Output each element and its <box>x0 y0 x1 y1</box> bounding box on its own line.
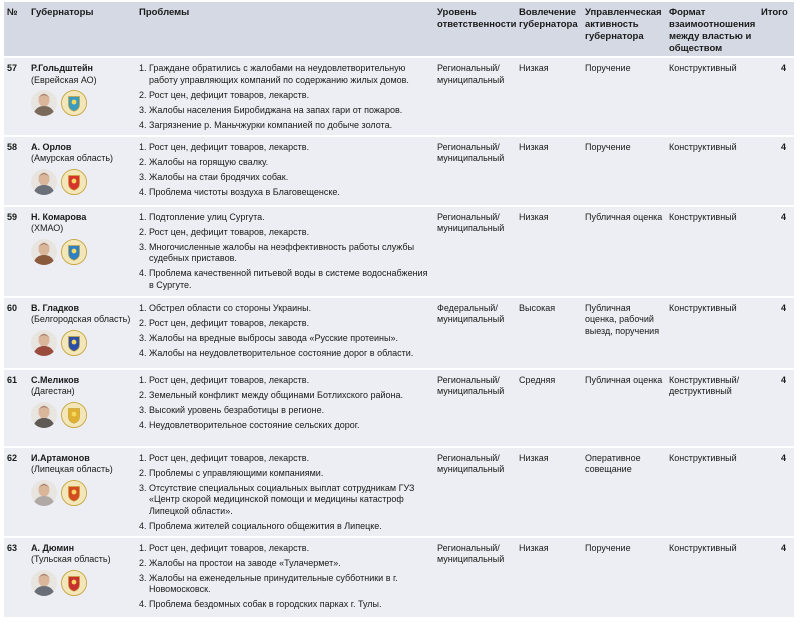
problem-item: 4. Проблема бездомных собак в городских парках г. Тулы. <box>139 599 382 609</box>
governor-activity: Публичная оценка <box>582 369 666 447</box>
governor-cell <box>28 537 136 617</box>
governor-portrait-icon <box>31 90 57 116</box>
problems-cell <box>136 537 434 617</box>
governor-involvement: Низкая <box>516 447 582 537</box>
problems-list <box>139 375 431 432</box>
table-row <box>4 447 794 537</box>
problem-item: 2. Проблемы с управляющими компаниями. <box>139 467 324 478</box>
problem-item: 1. Рост цен, дефицит товаров, лекарств. <box>139 141 310 152</box>
problems-list <box>139 63 431 131</box>
problem-item: 1. Подтопление улиц Сургута. <box>139 211 265 222</box>
row-number: 63 <box>4 537 28 617</box>
problem-item: 1. Рост цен, дефицит товаров, лекарств. <box>139 542 310 553</box>
governors-table <box>4 2 794 617</box>
governor-portrait-icon <box>31 330 57 356</box>
governor-region: (ХМАО) <box>31 223 64 233</box>
relationship-format: Конструктивный <box>666 447 758 537</box>
row-number: 58 <box>4 136 28 206</box>
table-row <box>4 297 794 369</box>
header-involvement: Вовлечение губернатора <box>516 2 582 57</box>
responsibility-level: Федеральный/ муниципальный <box>434 297 516 369</box>
responsibility-level: Региональный/ муниципальный <box>434 369 516 447</box>
governor-images <box>31 330 133 356</box>
table-header <box>4 2 794 57</box>
row-total: 4 <box>758 206 794 297</box>
problems-cell <box>136 57 434 136</box>
governor-portrait-icon <box>31 570 57 596</box>
relationship-format: Конструктивный <box>666 206 758 297</box>
problem-item: 4. Проблема качественной питьевой воды в системе водоснабжения в Сургуте. <box>139 268 428 290</box>
problem-item: 3. Жалобы населения Биробиджана на запах гари от пожаров. <box>139 104 403 115</box>
responsibility-level: Региональный/ муниципальный <box>434 136 516 206</box>
responsibility-level: Региональный/ муниципальный <box>434 206 516 297</box>
problem-item: 2. Рост цен, дефицит товаров, лекарств. <box>139 226 310 237</box>
row-number: 59 <box>4 206 28 297</box>
governor-cell <box>28 206 136 297</box>
relationship-format: Конструктивный <box>666 136 758 206</box>
region-emblem-icon <box>61 480 87 506</box>
governor-activity: Публичная оценка, рабочий выезд, поручения <box>582 297 666 369</box>
header-total: Итого <box>758 2 794 57</box>
governor-images <box>31 480 133 506</box>
problem-item: 3. Многочисленные жалобы на неэффективность работы службы судебных приставов. <box>139 241 415 263</box>
governor-region: (Дагестан) <box>31 386 75 396</box>
responsibility-level: Региональный/ муниципальный <box>434 447 516 537</box>
relationship-format: Конструктивный <box>666 537 758 617</box>
problems-list <box>139 543 431 611</box>
row-number: 61 <box>4 369 28 447</box>
governor-name: А. Орлов <box>31 141 72 152</box>
governor-name: А. Дюмин <box>31 542 75 553</box>
governor-portrait-icon <box>31 169 57 195</box>
governor-involvement: Низкая <box>516 537 582 617</box>
governor-involvement: Низкая <box>516 206 582 297</box>
governor-involvement: Низкая <box>516 136 582 206</box>
responsibility-level: Региональный/ муниципальный <box>434 537 516 617</box>
problem-item: 4. Проблема жителей социального общежития в Липецке. <box>139 520 382 531</box>
problems-cell <box>136 206 434 297</box>
governor-region: (Еврейская АО) <box>31 74 97 85</box>
governor-region: (Амурская область) <box>31 153 114 163</box>
governor-activity: Публичная оценка <box>582 206 666 297</box>
governor-name: Р.Гольдштейн <box>31 63 93 73</box>
region-emblem-icon <box>61 169 87 195</box>
problem-item: 3. Жалобы на стаи бродячих собак. <box>139 171 289 182</box>
governor-images <box>31 239 133 265</box>
row-number: 60 <box>4 297 28 369</box>
governor-cell <box>28 136 136 206</box>
governor-portrait-icon <box>31 480 57 506</box>
row-number: 57 <box>4 57 28 136</box>
table-row <box>4 57 794 136</box>
governor-region: (Липецкая область) <box>31 464 113 474</box>
problems-list <box>139 303 431 360</box>
header-problems: Проблемы <box>136 2 434 57</box>
region-emblem-icon <box>61 570 87 596</box>
problem-item: 3. Жалобы на еженедельные принудительные субботники в г. Новомосковск. <box>139 572 398 594</box>
governor-cell <box>28 297 136 369</box>
table-body <box>4 57 794 617</box>
row-total: 4 <box>758 447 794 537</box>
governor-activity: Поручение <box>582 537 666 617</box>
region-emblem-icon <box>61 330 87 356</box>
problem-item: 4. Проблема чистоты воздуха в Благовещенске. <box>139 186 340 197</box>
problem-item: 2. Рост цен, дефицит товаров, лекарств. <box>139 89 310 100</box>
problems-cell <box>136 447 434 537</box>
row-total: 4 <box>758 136 794 206</box>
header-format: Формат взаимоотношения между властью и обществом <box>666 2 758 57</box>
problem-item: 4. Загрязнение р. Маньчжурки компанией по добыче золота. <box>139 119 393 130</box>
row-number: 62 <box>4 447 28 537</box>
header-responsibility: Уровень ответственности <box>434 2 516 57</box>
governor-cell <box>28 57 136 136</box>
governor-activity: Оперативное совещание <box>582 447 666 537</box>
governor-name: С.Меликов <box>31 374 80 385</box>
governor-images <box>31 402 133 428</box>
problems-cell <box>136 136 434 206</box>
problem-item: 1. Рост цен, дефицит товаров, лекарств. <box>139 374 310 385</box>
relationship-format: Конструктивный <box>666 297 758 369</box>
governor-portrait-icon <box>31 402 57 428</box>
governor-images <box>31 570 133 596</box>
table-row <box>4 537 794 617</box>
governor-involvement: Высокая <box>516 297 582 369</box>
header-num: № <box>4 2 28 57</box>
governor-activity: Поручение <box>582 57 666 136</box>
region-emblem-icon <box>61 90 87 116</box>
governor-images <box>31 169 133 195</box>
problem-item: 4. Жалобы на неудовлетворительное состояние дорог в области. <box>139 347 414 358</box>
governor-involvement: Средняя <box>516 369 582 447</box>
problem-item: 4. Неудовлетворительное состояние сельских дорог. <box>139 419 360 430</box>
governor-name: В. Гладков <box>31 302 80 313</box>
region-emblem-icon <box>61 239 87 265</box>
row-total: 4 <box>758 57 794 136</box>
problem-item: 2. Рост цен, дефицит товаров, лекарств. <box>139 317 310 328</box>
problem-item: 3. Высокий уровень безработицы в регионе. <box>139 404 325 415</box>
governor-involvement: Низкая <box>516 57 582 136</box>
governor-region: (Тульская область) <box>31 554 111 564</box>
header-governors: Губернаторы <box>28 2 136 57</box>
header-activity: Управленческая активность губернатора <box>582 2 666 57</box>
problems-list <box>139 453 431 533</box>
governor-cell <box>28 369 136 447</box>
problem-item: 2. Земельный конфликт между общинами Ботлихского района. <box>139 389 404 400</box>
problem-item: 2. Жалобы на горящую свалку. <box>139 156 269 167</box>
governor-portrait-icon <box>31 239 57 265</box>
problem-item: 1. Рост цен, дефицит товаров, лекарств. <box>139 452 310 463</box>
governor-cell <box>28 447 136 537</box>
problem-item: 2. Жалобы на простои на заводе «Тулачермет». <box>139 557 341 568</box>
problems-cell <box>136 297 434 369</box>
problems-list <box>139 212 431 292</box>
problems-list <box>139 142 431 199</box>
problems-cell <box>136 369 434 447</box>
problem-item: 1. Обстрел области со стороны Украины. <box>139 302 312 313</box>
governor-name: И.Артамонов <box>31 452 90 463</box>
problem-item: 1. Граждане обратились с жалобами на неудовлетворительную работу управляющих компаний по содержанию жилых домов. <box>139 63 409 85</box>
row-total: 4 <box>758 369 794 447</box>
responsibility-level: Региональный/ муниципальный <box>434 57 516 136</box>
table-row <box>4 136 794 206</box>
governor-region: (Белгородская область) <box>31 314 131 324</box>
governor-name: Н. Комарова <box>31 211 87 222</box>
relationship-format: Конструктивный <box>666 57 758 136</box>
problem-item: 3. Отсутствие специальных социальных выплат сотрудникам ГУЗ «Центр скорой медицинской помощи и медицины катастроф Липецкой области». <box>139 482 415 516</box>
relationship-format: Конструктивный/ деструктивный <box>666 369 758 447</box>
region-emblem-icon <box>61 402 87 428</box>
row-total: 4 <box>758 297 794 369</box>
row-total: 4 <box>758 537 794 617</box>
problem-item: 3. Жалобы на вредные выбросы завода «Русские протеины». <box>139 332 398 343</box>
governor-images <box>31 90 133 116</box>
table-row <box>4 206 794 297</box>
governor-activity: Поручение <box>582 136 666 206</box>
table-row <box>4 369 794 447</box>
